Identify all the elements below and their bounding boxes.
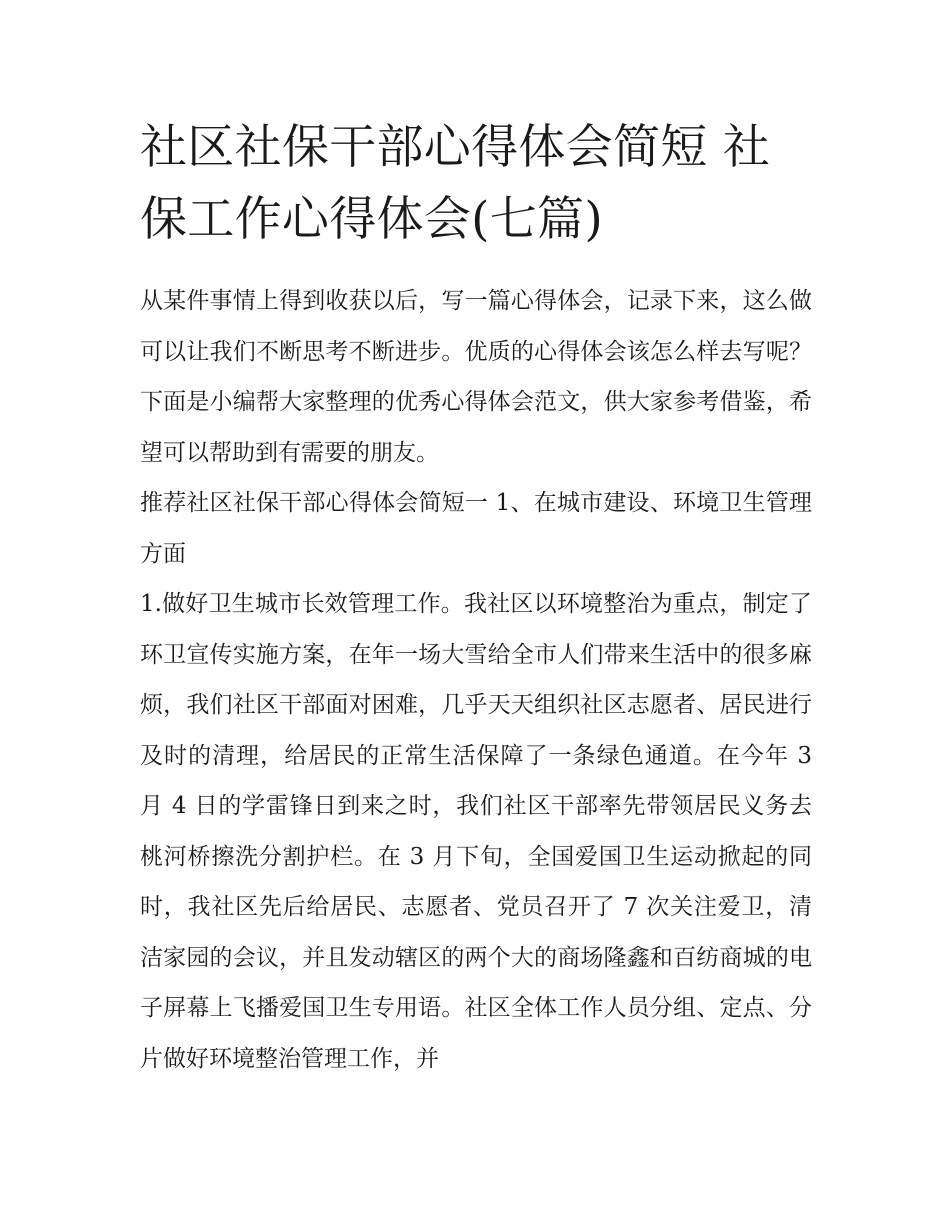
document-content — [140, 112, 812, 1084]
section-heading: 推荐社区社保干部心得体会简短一 1、在城市建设、环境卫生管理方面 — [140, 490, 812, 567]
intro-paragraph: 从某件事情上得到收获以后，写一篇心得体会，记录下来，这么做可以让我们不断思考不断进步。优质的心得体会该怎么样去写呢？下面是小编帮大家整理的优秀心得体会范文，供大家参考借鉴，希望可以帮助到有需要的朋友。 — [140, 288, 812, 466]
document-title: 社区社保干部心得体会简短 社保工作心得体会(七篇) — [140, 120, 771, 247]
body-paragraph: 1.做好卫生城市长效管理工作。我社区以环境整治为重点，制定了环卫宣传实施方案，在年一场大雪给全市人们带来生活中的很多麻烦，我们社区干部面对困难，几乎天天组织社区志愿者、居民进行及时的清理，给居民的正常生活保障了一条绿色通道。在今年 3 月 4 日的学雷锋日到来之时，我们社区干部率先带领居民义务去桃河桥擦洗分割护栏。在 3 月下旬，全国爱国卫生运动掀起的同时，我社区先后给居民、志愿者、党员召开了 7 次关注爱卫，清洁家园的会议，并且发动辖区的两个大的商场隆鑫和百纺商城的电子屏幕上飞播爱国卫生专用语。社区全体工作人员分组、定点、分片做好环境整治管理工作，并 — [140, 591, 812, 1072]
